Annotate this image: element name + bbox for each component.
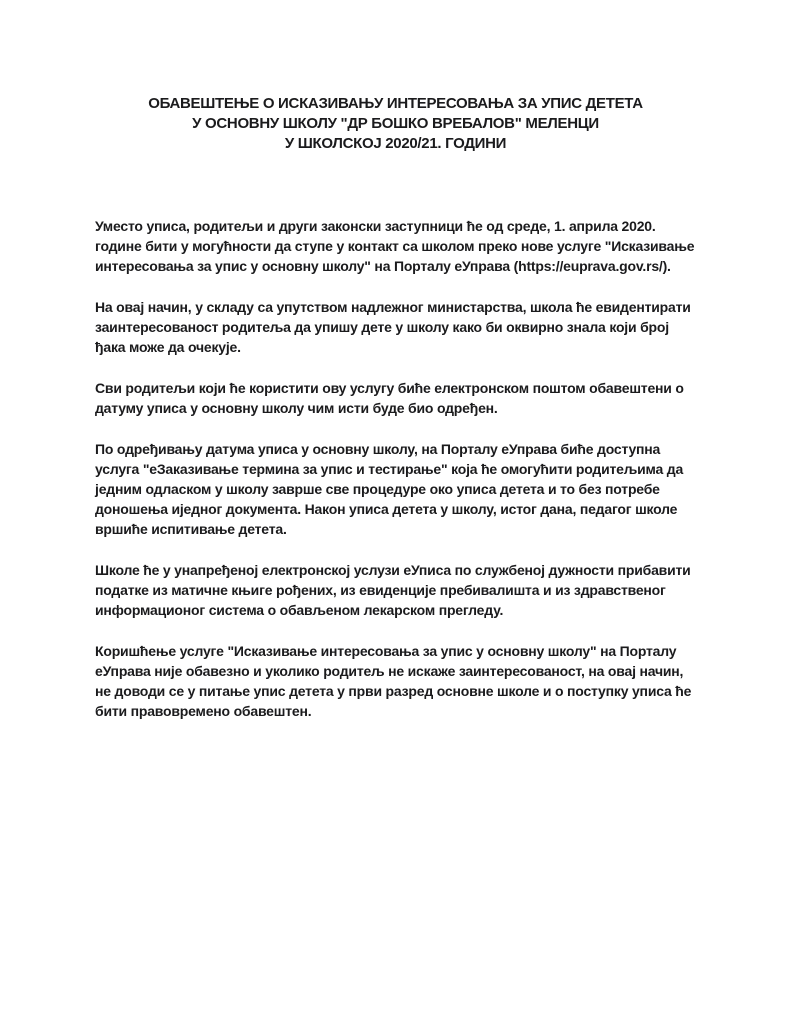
paragraph-email-notification: Сви родитељи који ће користити ову услугу биће електронском поштом обавештени о датуму уписа у основну школу чим исти буде био одређен. <box>95 380 684 416</box>
document-title <box>95 94 696 154</box>
paragraph-intro-euprava: Уместо уписа, родитељи и други законски заступници ће од среде, 1. априла 2020. године бити у могућности да ступе у контакт са школом преко нове услуге "Исказивање интересовања за упис у основну школу" на Порталу еУправа (https://euprava.gov.rs/). <box>95 218 695 274</box>
paragraph-optional-usage: Коришћење услуге "Исказивање интересовања за упис у основну школу" на Порталу еУправа није обавезно и уколико родитељ не искаже заинтересованост, на овај начин, не доводи се у питање упис детета у први разред основне школе и о поступку уписа ће бити правовремено обавештен. <box>95 643 692 719</box>
paragraph-escheduling-service: По одређивању датума уписа у основну школу, на Порталу еУправа биће доступна услуга "еЗаказивање термина за упис и тестирање" која ће омогућити родитељима да једним одласком у школу заврше све процедуре око уписа детета и то без потребе доношења иједног документа. Након уписа детета у школу, истог дана, педагог школе вршиће испитивање детета. <box>95 441 684 537</box>
document-body <box>95 216 696 721</box>
title-line-1: ОБАВЕШТЕЊЕ О ИСКАЗИВАЊУ ИНТЕРЕСОВАЊА ЗА УПИС ДЕТЕТА <box>148 95 643 112</box>
paragraph-official-records: Школе ће у унапређеној електронској услузи еУписа по службеној дужности прибавити податке из матичне књиге рођених, из евиденције пребивалишта и из здравственог информационог система о обављеном лекарском прегледу. <box>95 562 691 618</box>
title-line-3: У ШКОЛСКОЈ 2020/21. ГОДИНИ <box>284 135 507 152</box>
paragraph-ministry-instruction: На овај начин, у складу са упутством надлежног министарства, школа ће евидентирати заинтересованост родитеља да упишу дете у школу како би оквирно знала који број ђака може да очекује. <box>95 299 691 355</box>
title-line-2: У ОСНОВНУ ШКОЛУ "ДР БОШКО ВРЕБАЛОВ" МЕЛЕНЦИ <box>192 115 599 132</box>
